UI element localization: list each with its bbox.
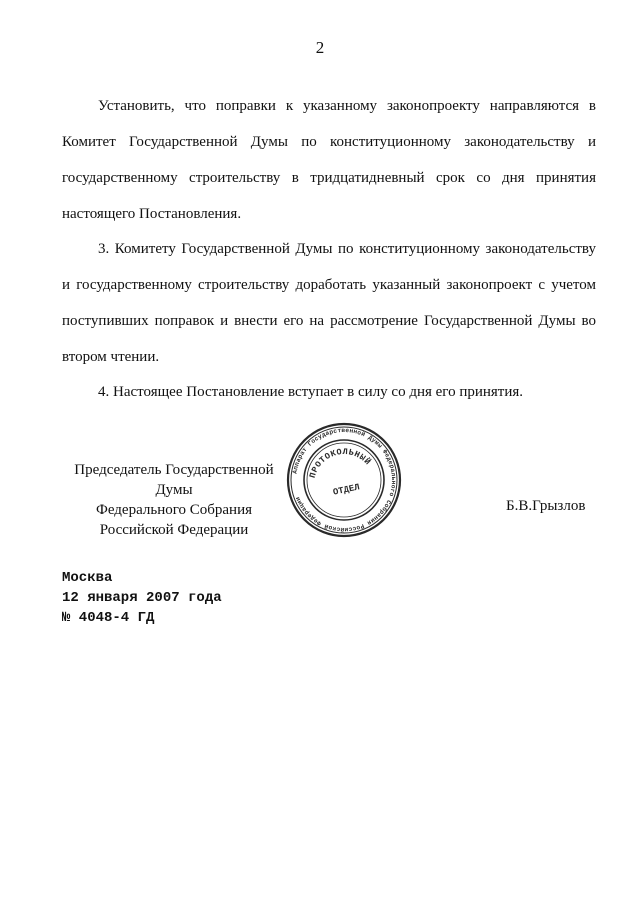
footer-date: 12 января 2007 года (62, 590, 222, 606)
official-seal-stamp (286, 422, 402, 538)
signatory-name: Б.В.Грызлов (506, 498, 586, 514)
signatory-title-line-2: Федерального Собрания (95, 502, 253, 518)
footer-city: Москва (62, 570, 113, 586)
document-footer (62, 568, 222, 628)
paragraph-effective-date: 4. Настоящее Постановление вступает в силу со дня его принятия. (98, 384, 524, 400)
signatory-title (58, 460, 290, 540)
signatory-title-line-1: Председатель Государственной Думы (74, 462, 274, 498)
footer-document-number: № 4048-4 ГД (62, 610, 155, 626)
paragraph-amendments-deadline: Установить, что поправки к указанному законопроекту направляются в Комитет Государственной Думы по конституционному законодательству и государственному строительству в тридцатидневный срок со дня принятия настоящего Постановления. (62, 98, 596, 222)
stamp-center-text: ОТДЕЛ (332, 482, 361, 498)
signatory-title-line-3: Российской Федерации (99, 522, 249, 538)
paragraph-committee-instruction: 3. Комитету Государственной Думы по конституционному законодательству и государственному строительству доработать указанный законопроект с учетом поступивших поправок и внести его на рассмотрение Государственной Думы во втором чтении. (62, 241, 596, 365)
svg-text:ПРОТОКОЛЬНЫЙ (308, 447, 374, 479)
page-number: 2 (315, 38, 325, 57)
stamp-outer-text: Аппарат Государственной Думы Федерального Собрания Российской Федерации (291, 426, 398, 534)
stamp-inner-text: ПРОТОКОЛЬНЫЙ (307, 446, 373, 480)
